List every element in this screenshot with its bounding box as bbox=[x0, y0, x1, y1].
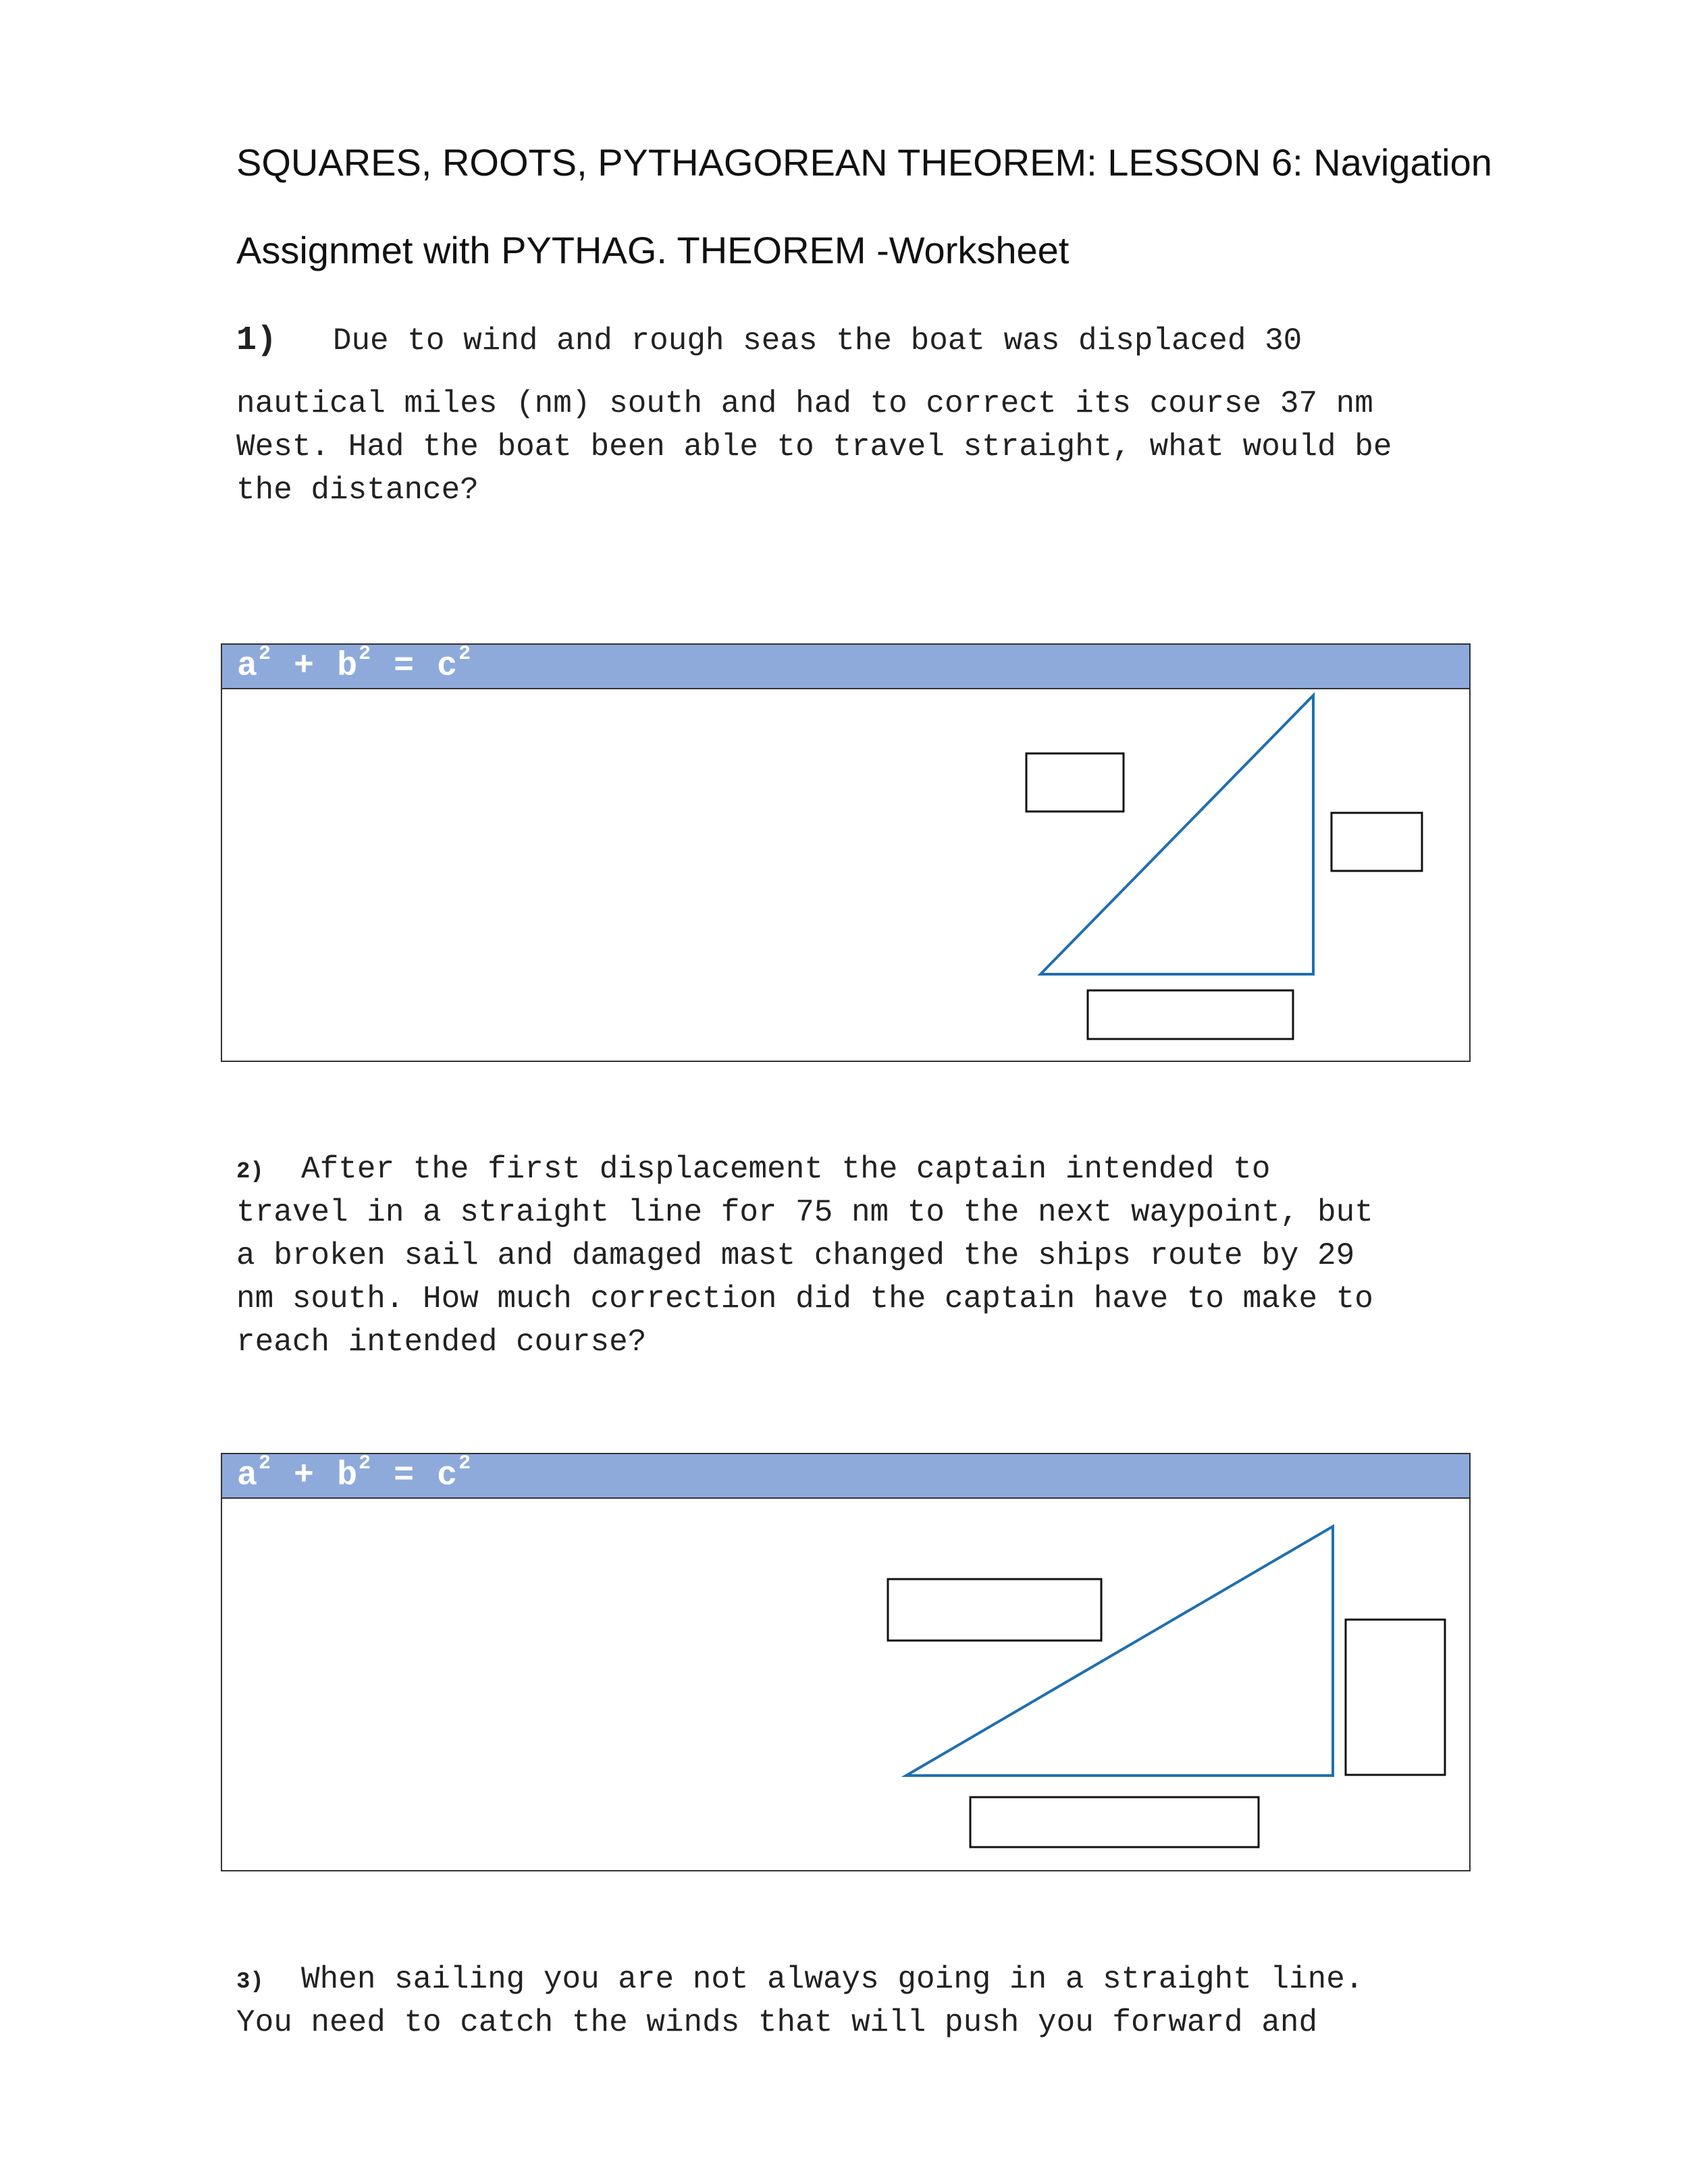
triangle-diagram-1 bbox=[222, 689, 1469, 1061]
pythagorean-formula: $a^2 + b^2 = c^2$ bbox=[237, 1452, 473, 1495]
formula-header bbox=[222, 645, 1469, 689]
question-3-line-2: You need to catch the winds that will push you forward and bbox=[236, 2005, 1318, 2040]
horizontal-leg-answer-box[interactable] bbox=[1088, 990, 1293, 1039]
hypotenuse-answer-box[interactable] bbox=[888, 1579, 1101, 1641]
question-2-line-5: reach intended course? bbox=[236, 1325, 647, 1360]
question-3-number: 3) bbox=[236, 1969, 264, 1995]
horizontal-leg-answer-box[interactable] bbox=[970, 1797, 1259, 1847]
question-1-line-3: West. Had the boat been able to travel straight, what would be bbox=[236, 429, 1392, 464]
vertical-leg-answer-box[interactable] bbox=[1346, 1620, 1445, 1775]
right-triangle bbox=[906, 1526, 1333, 1776]
page-title-line-2: Assignmet with PYTHAG. THEOREM -Worksheet bbox=[236, 229, 1070, 271]
work-box-2 bbox=[221, 1453, 1471, 1871]
right-triangle bbox=[1040, 695, 1313, 974]
triangle-diagram-2 bbox=[222, 1499, 1469, 1870]
pythagorean-formula: $a^2 + b^2 = c^2$ bbox=[237, 643, 473, 686]
question-2-line-2: travel in a straight line for 75 nm to the next waypoint, but bbox=[236, 1195, 1373, 1230]
question-3-line-1: 3) When sailing you are not always going in a straight line. bbox=[236, 1962, 1364, 1997]
vertical-leg-answer-box[interactable] bbox=[1331, 813, 1422, 871]
question-2-line-3: a broken sail and damaged mast changed the ships route by 29 bbox=[236, 1238, 1355, 1273]
hypotenuse-answer-box[interactable] bbox=[1026, 753, 1124, 811]
question-1-line-4: the distance? bbox=[236, 473, 479, 508]
formula-header bbox=[222, 1454, 1469, 1499]
question-2-number: 2) bbox=[236, 1159, 264, 1185]
question-2-line-1: 2) After the first displacement the captain intended to bbox=[236, 1152, 1271, 1187]
page-title-line-1: SQUARES, ROOTS, PYTHAGOREAN THEOREM: LESSON 6: Navigation bbox=[236, 141, 1492, 184]
question-2-line-4: nm south. How much correction did the captain have to make to bbox=[236, 1281, 1373, 1316]
question-1-line-2: nautical miles (nm) south and had to correct its course 37 nm bbox=[236, 386, 1373, 421]
work-box-1 bbox=[221, 643, 1471, 1062]
question-1-number: 1) bbox=[236, 321, 278, 360]
question-1-line-1: 1) Due to wind and rough seas the boat was displaced 30 bbox=[236, 321, 1302, 360]
